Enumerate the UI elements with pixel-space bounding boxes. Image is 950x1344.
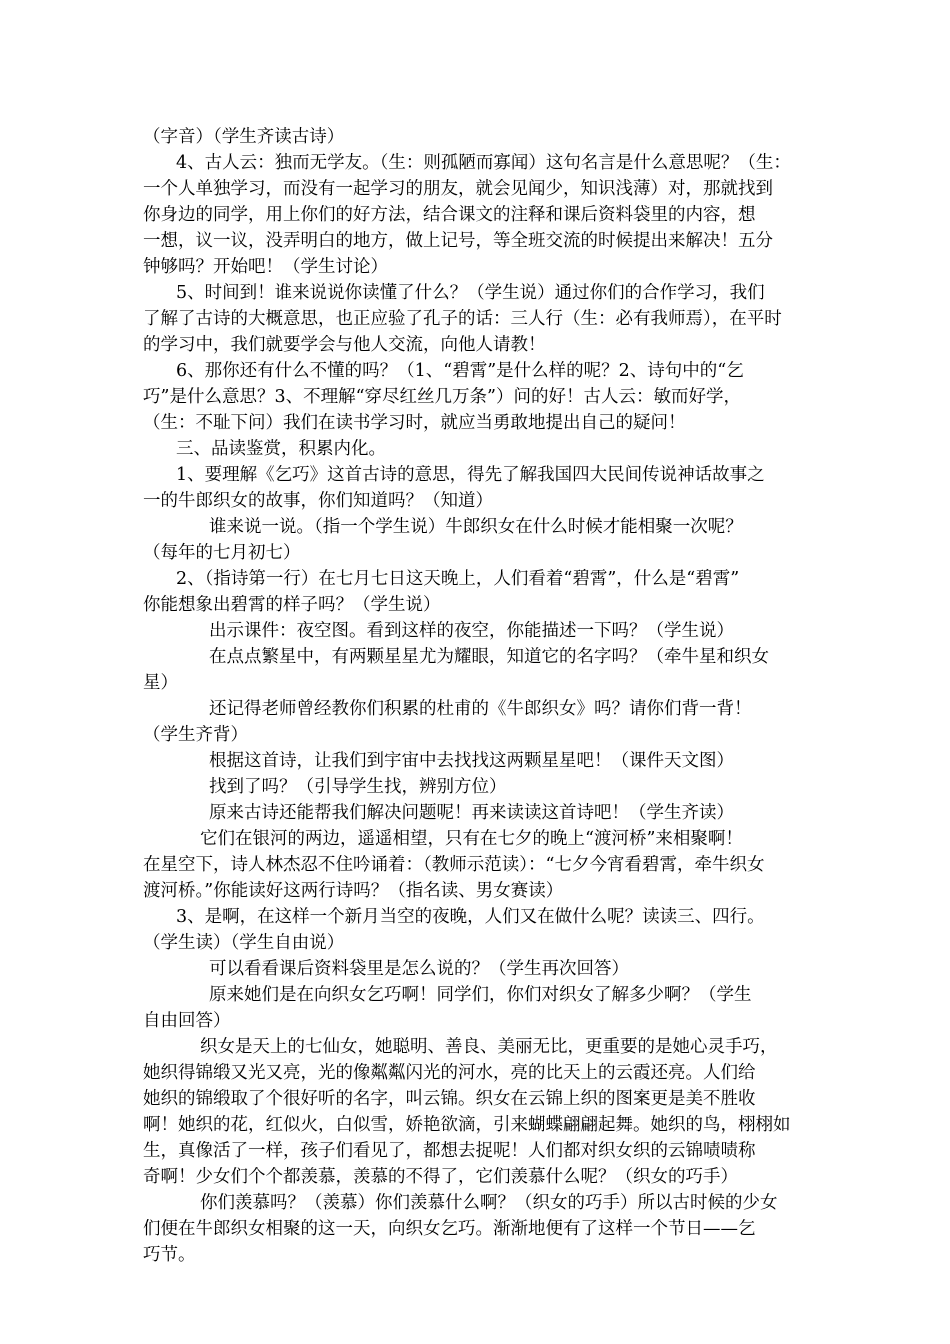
text-line: 它们在银河的两边，遥遥相望，只有在七夕的晚上“渡河桥”来相聚啊！ — [200, 829, 743, 849]
text-line: 3、是啊，在这样一个新月当空的夜晚，人们又在做什么呢？读读三、四行。 — [176, 907, 765, 927]
text-line: 2、（指诗第一行）在七月七日这天晚上，人们看着“碧霄”，什么是“碧霄” — [176, 569, 740, 589]
text-line: 还记得老师曾经教你们积累的杜甫的《牛郎织女》吗？请你们背一背！ — [209, 699, 752, 719]
text-line: 5、时间到！谁来说说你读懂了什么？（学生说）通过你们的合作学习，我们 — [176, 283, 765, 303]
text-line: 在星空下，诗人林杰忍不住吟诵着：（教师示范读）：“七夕今宵看碧霄，牵牛织女 — [143, 855, 765, 875]
text-line: 了解了古诗的大概意思，也正应验了孔子的话：三人行（生：必有我师焉），在平时 — [143, 309, 782, 329]
text-line: 巧节。 — [143, 1245, 196, 1265]
text-line: 她织的锦缎取了个很好听的名字，叫云锦。织女在云锦上织的图案更是美不胜收 — [143, 1089, 756, 1109]
text-line: 原来她们是在向织女乞巧啊！同学们，你们对织女了解多少啊？（学生 — [209, 985, 752, 1005]
text-line: 你能想象出碧霄的样子吗？（学生说） — [143, 595, 441, 615]
text-line: 可以看看课后资料袋里是怎么说的？（学生再次回答） — [209, 959, 629, 979]
text-line: 一想，议一议，没弄明白的地方，做上记号，等全班交流的时候提出来解决！五分 — [143, 231, 773, 251]
text-line: 的学习中，我们就要学会与他人交流，向他人请教！ — [143, 335, 546, 355]
text-line: 织女是天上的七仙女，她聪明、善良、美丽无比，更重要的是她心灵手巧， — [200, 1037, 778, 1057]
text-line: 4、古人云：独而无学友。（生：则孤陋而寡闻）这句名言是什么意思呢？（生： — [176, 153, 791, 173]
text-line: 生，真像活了一样，孩子们看见了，都想去捉呢！人们都对织女织的云锦啧啧称 — [143, 1141, 756, 1161]
text-line: 一的牛郎织女的故事，你们知道吗？（知道） — [143, 491, 493, 511]
text-line: 谁来说一说。（指一个学生说）牛郎织女在什么时候才能相聚一次呢？ — [209, 517, 743, 537]
section-heading: 三、品读鉴赏，积累内化。 — [176, 439, 386, 459]
text-line: 奇啊！少女们个个都羡慕，羡慕的不得了，它们羡慕什么呢？（织女的巧手） — [143, 1167, 738, 1187]
text-line: 原来古诗还能帮我们解决问题呢！再来读读这首诗吧！（学生齐读） — [209, 803, 734, 823]
text-line: 找到了吗？（引导学生找，辨别方位） — [209, 777, 507, 797]
text-line: 一个人单独学习，而没有一起学习的朋友，就会见闻少，知识浅薄）对，那就找到 — [143, 179, 773, 199]
text-line: 们便在牛郎织女相聚的这一天，向织女乞巧。渐渐地便有了这样一个节日——乞 — [143, 1219, 756, 1239]
text-line: 在点点繁星中，有两颗星星尤为耀眼，知道它的名字吗？（牵牛星和织女 — [209, 647, 769, 667]
text-line: 6、那你还有什么不懂的吗？（1、“碧霄”是什么样的呢？2、诗句中的“乞 — [176, 361, 744, 381]
text-line: （学生齐背） — [143, 725, 248, 745]
text-line: （字音）（学生齐读古诗） — [143, 127, 345, 147]
text-line: 你们羡慕吗？（羡慕）你们羡慕什么啊？（织女的巧手）所以古时候的少女 — [200, 1193, 778, 1213]
text-line: 你身边的同学，用上你们的好方法，结合课文的注释和课后资料袋里的内容，想 — [143, 205, 756, 225]
text-line: 渡河桥。”你能读好这两行诗吗？（指名读、男女赛读） — [143, 881, 564, 901]
text-line: 星） — [143, 673, 178, 693]
text-line: 自由回答） — [143, 1011, 231, 1031]
text-line: 1、要理解《乞巧》这首古诗的意思，得先了解我国四大民间传说神话故事之 — [176, 465, 765, 485]
text-line: 啊！她织的花，红似火，白似雪，娇艳欲滴，引来蝴蝶翩翩起舞。她织的鸟，栩栩如 — [143, 1115, 791, 1135]
text-line: 巧”是什么意思？3、不理解“穿尽红丝几万条”）问的好！古人云：敏而好学， — [143, 387, 741, 407]
text-line: 钟够吗？开始吧！（学生讨论） — [143, 257, 388, 277]
text-line: （每年的七月初七） — [143, 543, 301, 563]
text-line: 她织得锦缎又光又亮，光的像粼粼闪光的河水，亮的比天上的云霞还亮。人们给 — [143, 1063, 756, 1083]
text-line: 出示课件：夜空图。看到这样的夜空，你能描述一下吗？（学生说） — [209, 621, 734, 641]
text-line: （学生读）（学生自由说） — [143, 933, 345, 953]
text-line: 根据这首诗，让我们到宇宙中去找找这两颗星星吧！（课件天文图） — [209, 751, 734, 771]
text-line: （生：不耻下问）我们在读书学习时，就应当勇敢地提出自己的疑问！ — [143, 413, 686, 433]
